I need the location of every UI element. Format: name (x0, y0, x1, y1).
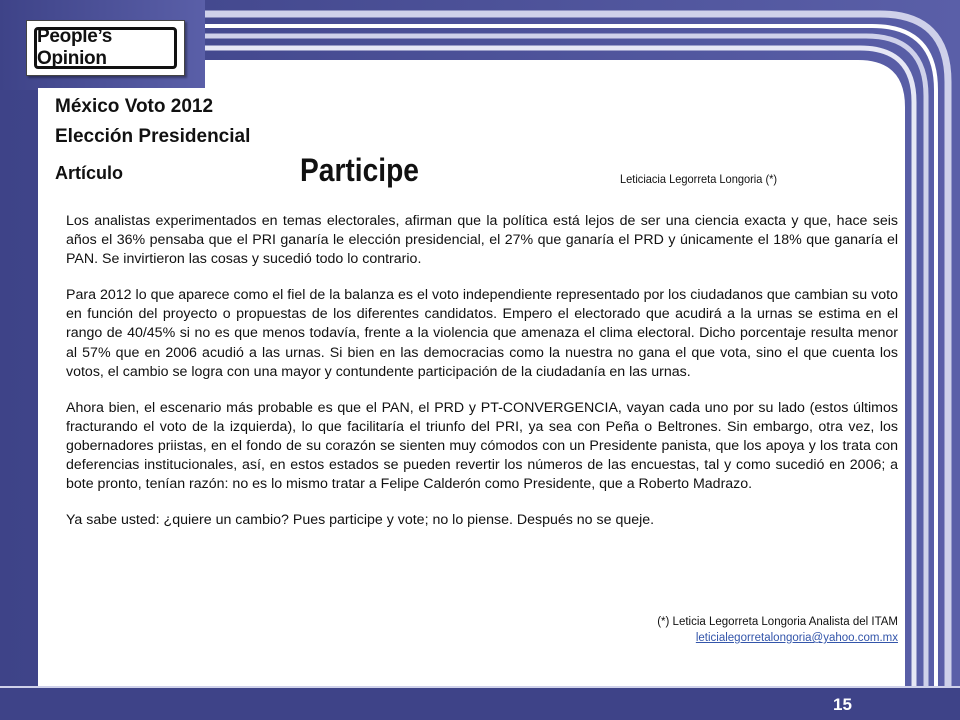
logo (26, 20, 185, 76)
page-title: Participe (300, 152, 419, 188)
header-year: México Voto 2012 (55, 96, 214, 117)
author-byline: Leticiacia Legorreta Longoria (*) (620, 172, 778, 186)
paragraph-4: Ya sabe usted: ¿quiere un cambio? Pues participe y vote; no lo piense. Después no se queje. (66, 512, 655, 529)
article-body (66, 212, 898, 547)
footnote-email-link[interactable]: leticialegorretalongoria@yahoo.com.mx (695, 632, 898, 644)
footnote-author: (*) Leticia Legorreta Longoria Analista del ITAM (657, 616, 898, 628)
page-number: 15 (833, 695, 852, 714)
section-label: Artículo (55, 163, 124, 183)
header-election: Elección Presidencial (55, 126, 251, 147)
logo-text: People’s Opinion (37, 26, 113, 69)
paragraph-2: Para 2012 lo que aparece como el fiel de la balanza es el voto independiente representado por los ciudadanos que cambian su voto en función del proyecto o propuestas de los diferentes candidatos. Empero el electorado que acudirá a la urnas se estima en el rango de 40/45% si no es que menos todavía, frente a la violencia que amenaza el clima electoral. Dicho porcentaje resulta menor al 57% que en 2006 acudió a las urnas. Si bien en las democracias como la nuestra no gana el que vota, sino el que cuenta los votos, el cambio se logra con una mayor y contundente participación de la ciudadanía en las urnas. (66, 287, 898, 380)
logo-frame (34, 27, 177, 69)
footnote (657, 614, 898, 646)
paragraph-1: Los analistas experimentados en temas electorales, afirman que la política está lejos de ser una ciencia exacta y que, hace seis años el 36% pensaba que el PRI ganaría le elección presidencial, el 27% que ganaría el PRD y únicamente el 18% que ganaría el PAN. Se invirtieron las cosas y sucedió todo lo contrario. (66, 213, 898, 268)
paragraph-3: Ahora bien, el escenario más probable es que el PAN, el PRD y PT-CONVERGENCIA, vayan cada uno por su lado (estos últimos fracturando el voto de la izquierda), lo que facilitaría el triunfo del PRI, ya sea con Peña o Beltrones. Sin embargo, otra vez, los gobernadores priistas, en el fondo de su corazón se sienten muy cómodos con un Presidente panista, que los apoya y los trata con deferencias institucionales, así, en estos estados se pueden revertir los números de las encuestas, tal y como sucedió en 2006; a bote pronto, tenían razón: no es lo mismo tratar a Felipe Calderón como Presidente, que a Roberto Madrazo. (66, 399, 898, 493)
